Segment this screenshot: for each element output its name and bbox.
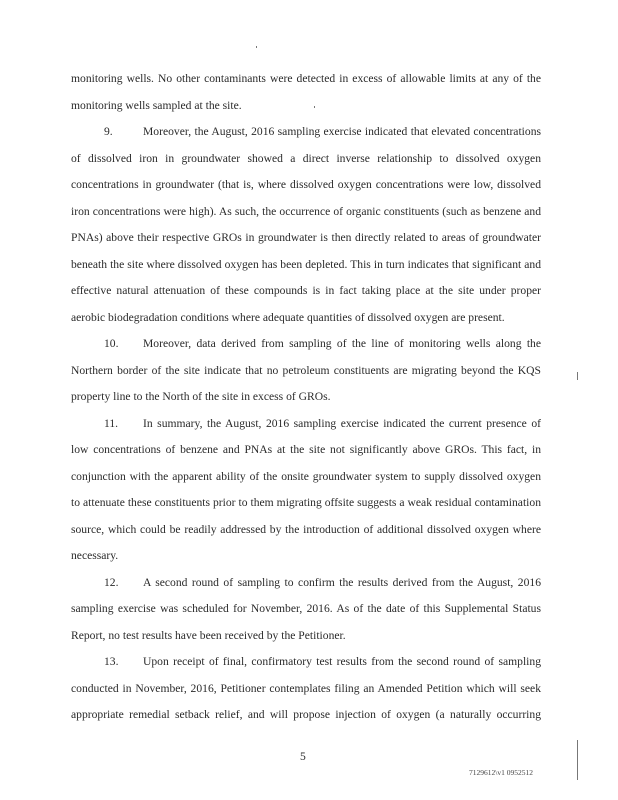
paragraph-line: appropriate remedial setback relief, and will propose injection of oxygen (a naturally occurring — [71, 708, 541, 721]
document-id: 7129612\v1 0952512 — [469, 768, 533, 777]
paragraph-line: of dissolved iron in groundwater showed a direct inverse relationship to dissolved oxygen — [71, 151, 541, 165]
paragraph-line: A second round of sampling to confirm the results derived from the August, 2016 — [143, 575, 541, 589]
paragraph-number: 12. — [104, 575, 119, 589]
paragraph-line: source, which could be readily addressed by the introduction of additional dissolved oxygen where — [71, 522, 541, 536]
scan-speck — [256, 46, 257, 48]
paragraph-line: Moreover, data derived from sampling of the line of monitoring wells along the — [143, 337, 541, 350]
paragraph-line: beneath the site where dissolved oxygen has been depleted. This in turn indicates that significant and — [71, 257, 541, 271]
paragraph-line: Report, no test results have been received by the Petitioner. — [71, 628, 346, 642]
paragraph-line: conducted in November, 2016, Petitioner contemplates filing an Amended Petition which will seek — [71, 681, 541, 695]
paragraph-line: In summary, the August, 2016 sampling exercise indicated the current presence of — [143, 416, 541, 430]
paragraph-number: 9. — [104, 125, 113, 138]
paragraph-line: Northern border of the site indicate that no petroleum constituents are migrating beyond the KQS — [71, 363, 541, 377]
page-number: 5 — [300, 750, 306, 763]
paragraph-line: necessary. — [71, 549, 119, 562]
paragraph-line: Moreover, the August, 2016 sampling exercise indicated that elevated concentrations — [143, 125, 541, 138]
scan-edge-mark — [577, 740, 578, 780]
paragraph-line: conjunction with the apparent ability of the onsite groundwater system to supply dissolved oxygen — [71, 469, 541, 483]
paragraph-line: iron concentrations were high). As such, the occurrence of organic constituents (such as benzene and — [71, 204, 541, 218]
paragraph-line: monitoring wells sampled at the site. — [71, 98, 242, 112]
scan-speck — [577, 372, 578, 380]
paragraph-line: Upon receipt of final, confirmatory test results from the second round of sampling — [143, 655, 541, 668]
paragraph-line: property line to the North of the site in excess of GROs. — [71, 390, 331, 403]
paragraph-line: to attenuate these constituents prior to them migrating offsite suggests a weak residual contamination — [71, 496, 541, 509]
paragraph-number: 13. — [104, 655, 119, 668]
paragraph-number: 11. — [104, 416, 119, 430]
paragraph-line: PNAs) above their respective GROs in groundwater is then directly related to areas of groundwater — [71, 231, 541, 244]
paragraph-line: monitoring wells. No other contaminants were detected in excess of allowable limits at any of the — [71, 72, 541, 85]
paragraph-line: effective natural attenuation of these compounds is in fact taking place at the site under proper — [71, 284, 541, 297]
paragraph-line: sampling exercise was scheduled for November, 2016. As of the date of this Supplemental Status — [71, 602, 541, 615]
paragraph-number: 10. — [104, 337, 119, 350]
paragraph-line: low concentrations of benzene and PNAs at the site not significantly above GROs. This fact, in — [71, 443, 541, 456]
paragraph-line: concentrations in groundwater (that is, where dissolved oxygen concentrations were low, dissolved — [71, 178, 541, 191]
paragraph-line: aerobic biodegradation conditions where adequate quantities of dissolved oxygen are present. — [71, 310, 505, 324]
